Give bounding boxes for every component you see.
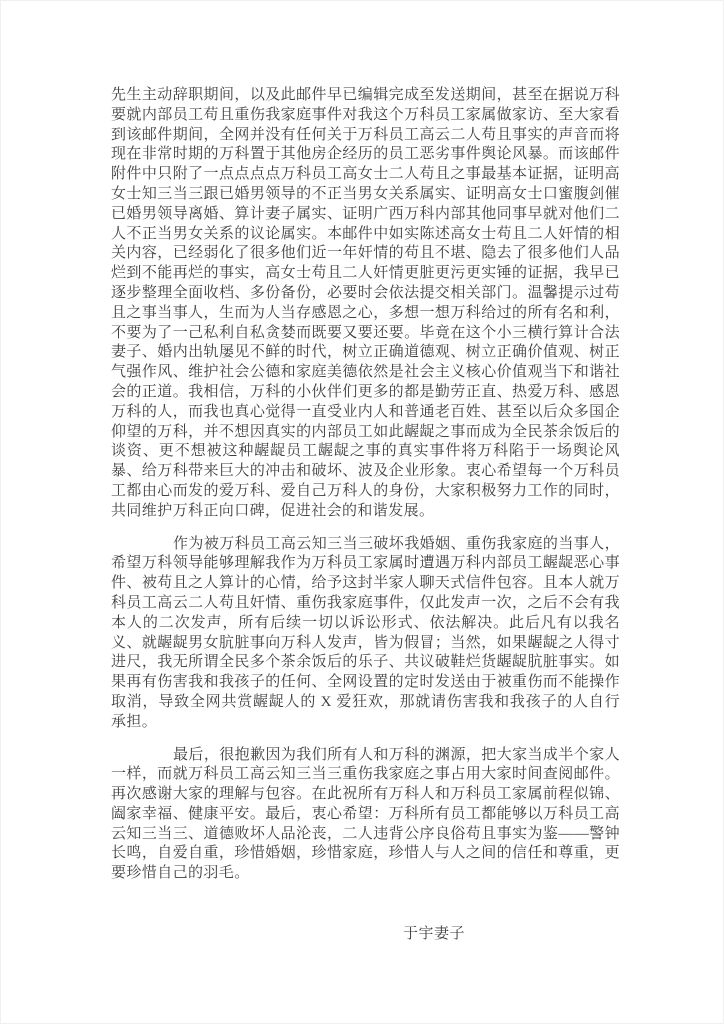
signature: 于宇妻子	[403, 926, 466, 943]
body-paragraph-1: 先生主动辞职期间，以及此邮件早已编辑完成至发送期间，甚至在据说万科要就内部员工苟且重伤我家庭事件对我这个万科员工家属做家访、至大家看到该邮件期间，全网并没有任何关于万科员工高云二人苟且事实的声音而将现在非常时期的万科置于其他房企经历的员工恶劣事件舆论风暴。而该邮件附件中只附了一点点点点万科员工高女士二人苟且之事最基本证据，证明高女士知三当三跟已婚男领导的不正当男女关系属实、证明高女士口蜜腹剑催已婚男领导离婚、算计妻子属实、证明广西万科内部其他同事早就对他们二人不正当男女关系的议论属实。本邮件中如实陈述高女士苟且二人奸情的相关内容，已经弱化了很多他们近一年奸情的苟且不堪、隐去了很多他们人品烂到不能再烂的事实，高女士苟且二人奸情更脏更污更实锤的证据，我早已逐步整理全面收档、多份备份，必要时会依法提交相关部门。温馨提示过苟且之事当事人，生而为人当存感恩之心，多想一想万科给过的所有名和利，不要为了一己私利自私贪婪而既要又要还要。毕竟在这个小三横行算计合法妻子、婚内出轨屡见不鲜的时代，树立正确道德观、树立正确价值观、树正气强作风、维护社会公德和家庭美德依然是社会主义核心价值观当下和谐社会的正道。我相信，万科的小伙伴们更多的都是勤劳正直、热爱万科、感恩万科的人，而我也真心觉得一直受业内人和普通老百姓、甚至以后众多国企仰望的万科，并不想因真实的内部员工如此龌龊之事而成为全民茶余饭后的谈资、更不想被这种龌龊员工龌龊之事的真实事件将万科陷于一场舆论风暴、给万科带来巨大的冲击和破坏、波及企业形象。衷心希望每一个万科员工都由心而发的爱万科、爱自己万科人的身份，大家积极努力工作的同时，共同维护万科正向口碑，促进社会的和谐发展。	[111, 87, 620, 519]
letter-body	[111, 86, 620, 884]
body-paragraph-3: 最后，很抱歉因为我们所有人和万科的渊源，把大家当成半个家人一样，而就万科员工高云知三当三重伤我家庭之事占用大家时间查阅邮件。再次感谢大家的理解与包容。在此祝所有万科人和万科员工家属前程似锦、阖家幸福、健康平安。最后，衷心希望：万科所有员工都能够以万科员工高云知三当三、道德败坏人品沦丧，二人违背公序良俗苟且事实为鉴——警钟长鸣，自爱自重，珍惜婚姻，珍惜家庭，珍惜人与人之间的信任和尊重，更要珍惜自己的羽毛。	[111, 746, 620, 882]
body-paragraph-2: 作为被万科员工高云知三当三破坏我婚姻、重伤我家庭的当事人，希望万科领导能够理解我作为万科员工家属时遭遇万科内部员工龌龊恶心事件、被苟且之人算计的心情，给予这封半家人聊天式信件包容。且本人就万科员工高云二人苟且奸情、重伤我家庭事件，仅此发声一次，之后不会有我本人的二次发声，所有后续一切以诉讼形式、依法解决。此后凡有以我名义、就龌龊男女肮脏事向万科人发声，皆为假冒；当然，如果龌龊之人得寸进尺，我无所谓全民多个茶余饭后的乐子、共议破鞋烂货龌龊肮脏事实。如果再有伤害我和我孩子的任何、全网设置的定时发送由于被重伤而不能操作取消，导致全网共赏龌龊人的 X 爱狂欢，那就请伤害我和我孩子的人自行承担。	[111, 535, 620, 730]
